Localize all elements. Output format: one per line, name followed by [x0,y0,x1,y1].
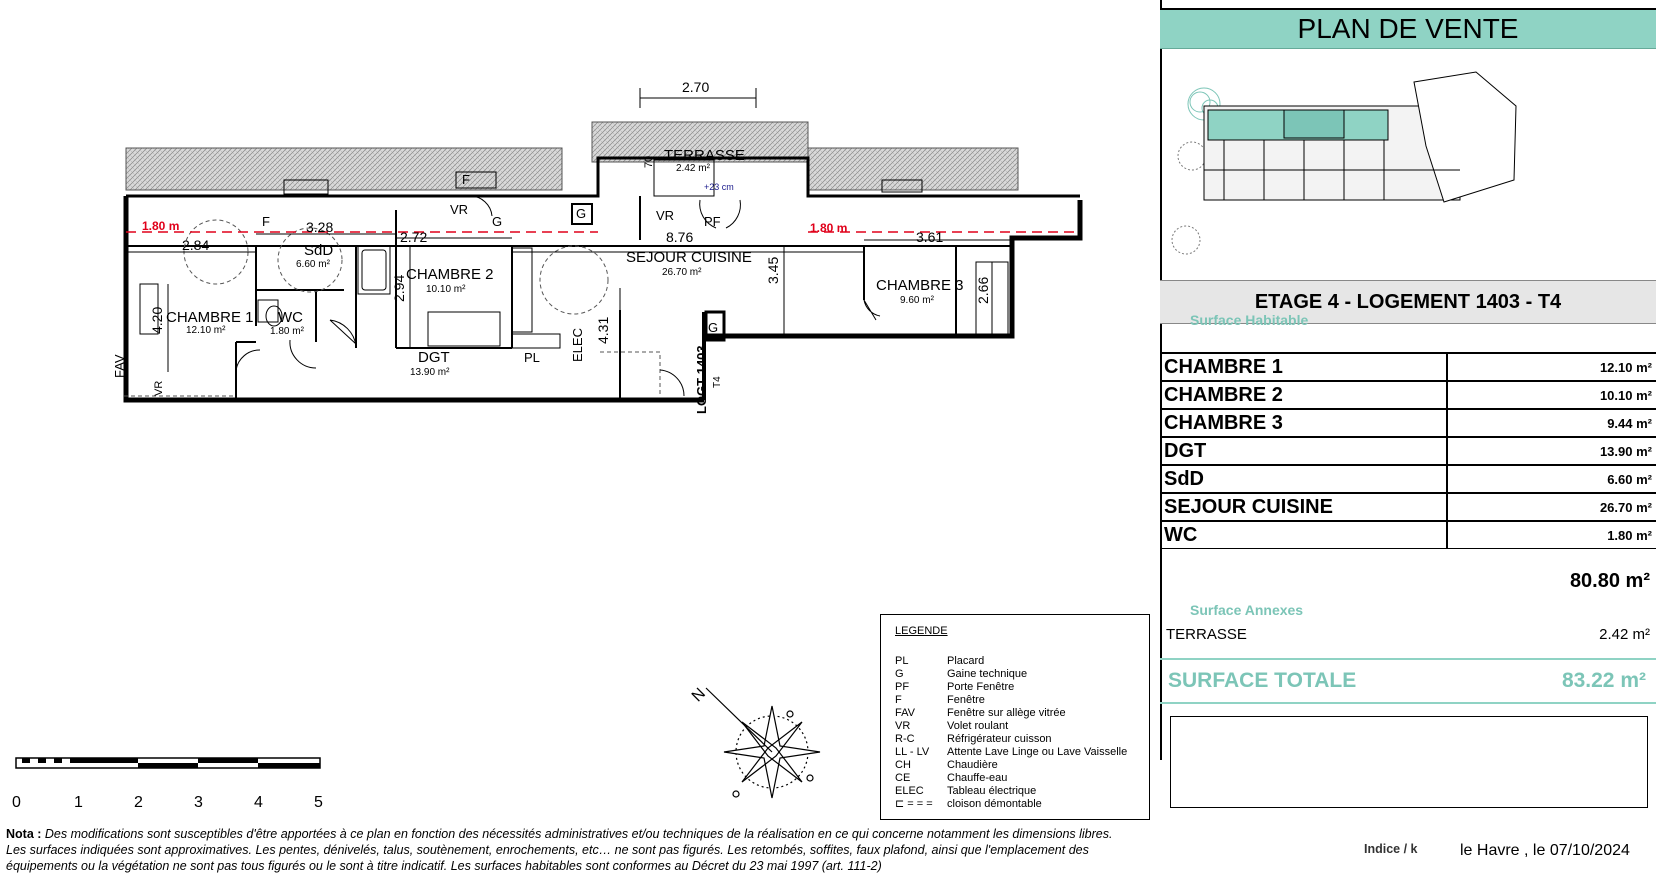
legend-desc: Chaudière [947,759,998,771]
code-vr-chambre1: VR [153,380,165,396]
sejour-area: 26.70 m² [662,267,702,278]
legend-code: CE [895,772,911,784]
room-area: 9.44 m² [1447,409,1656,437]
legend-desc: Attente Lave Linge ou Lave Vaisselle [947,746,1128,758]
note-line-3: équipements ou la végétation ne sont pas tous figurés ou le sont à titre indicatif. Les surfaces habitables sont conformes au Décret du 23 mai 1997 (art. 111-2) [6,859,882,873]
legend-desc: Chauffe-eau [947,772,1008,784]
dim-terrace-depth: 70 [643,155,655,168]
legend-code: ⊏ = = = [895,798,933,810]
legend-code: VR [895,720,911,732]
table-row [1160,493,1656,521]
room-area: 1.80 m² [1447,521,1656,549]
room-name: CHAMBRE 1 [1160,353,1447,381]
height-1-80-right: 1.80 m [810,221,848,235]
legend-item [895,798,1042,811]
note-line-2: Les surfaces indiquées sont approximatives. Les pentes, dénivelés, talus, soutènement, enrochements, etc… ne sont pas figurés. Les retombés, soffites, faux plafond, ainsi que l'emplacement des [6,843,1089,857]
panel-title: PLAN DE VENTE [1160,8,1656,49]
room-name: SdD [1160,465,1447,493]
code-f-sdd: F [262,214,270,229]
surface-annexes-label: Surface Annexes [1190,602,1304,618]
room-area: 26.70 m² [1447,493,1656,521]
terrasse-area: 2.42 m² [676,163,710,174]
legend-item [895,707,1066,720]
surface-totale-box [1160,658,1656,704]
logt-label: LOGT 1403 [694,345,709,414]
table-row [1160,437,1656,465]
scale-label: 0 [12,794,21,811]
scale-label: 2 [134,794,143,811]
room-name: CHAMBRE 3 [1160,409,1447,437]
room-area: 13.90 m² [1447,437,1656,465]
legend-code: PL [895,655,909,667]
dim-chambre2-depth: 2.94 [391,274,407,302]
chambre1-label: CHAMBRE 1 [166,309,254,326]
legend-code: G [895,668,904,680]
legend-code: FAV [895,707,915,719]
surface-totale-value: 83.22 m² [1561,669,1646,692]
legend [880,614,1150,820]
surface-habitable-total: 80.80 m² [1569,570,1650,592]
notes-box [1170,716,1648,808]
dim-sdd-width: 3.28 [306,219,334,235]
building-key-plan [1164,62,1654,282]
legend-code: ELEC [895,785,924,797]
code-g-terrace: G [576,206,587,221]
legend-desc: Placard [947,655,985,667]
room-name: WC [1160,521,1447,549]
dim-chambre1-width: 2.84 [182,237,210,253]
dim-entry-depth: 4.31 [595,316,611,344]
legend-desc: Gaine technique [947,668,1028,680]
scale-label: 3 [194,794,203,811]
sejour-label: SEJOUR CUISINE [626,249,752,266]
compass-north-label: N [688,685,710,706]
code-pl: PL [524,350,540,365]
code-f-chambre2: F [462,172,470,187]
surface-habitable-label: Surface Habitable [1190,312,1309,328]
table-row [1160,465,1656,493]
chambre3-area: 9.60 m² [900,295,934,306]
parapet-band-left [126,148,562,190]
compass-rose [706,688,820,798]
surface-table [1160,352,1656,549]
legend-desc: Réfrigérateur cuisson [947,733,1052,745]
code-g-entry: G [708,320,719,335]
sdd-label: SdD [304,242,334,259]
scale-label: 5 [314,794,323,811]
legend-code: PF [895,681,910,693]
dim-terrace-width: 2.70 [682,79,710,95]
room-name: DGT [1160,437,1447,465]
dim-chambre2-width: 2.72 [400,229,428,245]
legend-desc: Tableau électrique [947,785,1037,797]
room-name: CHAMBRE 2 [1160,381,1447,409]
wc-area: 1.80 m² [270,326,304,337]
wc-label: WC [278,309,303,326]
chambre1-area: 12.10 m² [186,325,226,336]
table-row [1160,521,1656,549]
room-area: 10.10 m² [1447,381,1656,409]
dim-sejour-depth: 3.45 [765,256,781,284]
scale-bar [16,758,320,768]
legend-item [895,733,1052,746]
dimension-lines [126,88,1012,400]
legend-item [895,655,984,668]
dgt-label: DGT [418,349,450,366]
dim-chambre1-depth: 4.20 [149,306,165,334]
legend-desc: Porte Fenêtre [947,681,1015,693]
parapet-band-right [808,148,1018,190]
legend-code: F [895,694,902,706]
chambre2-label: CHAMBRE 2 [406,266,494,283]
height-1-80-left: 1.80 m [142,219,180,233]
code-pf-sejour: PF [704,214,721,229]
legend-item [895,772,1007,785]
legend-code: CH [895,759,911,771]
room-area: 12.10 m² [1447,353,1656,381]
logt-type: T4 [712,376,723,388]
room-name: SEJOUR CUISINE [1160,493,1447,521]
dim-chambre3-width: 3.61 [916,229,944,245]
code-vr-chambre2: VR [450,202,469,217]
indice-label: Indice / k [1364,842,1418,856]
step-height-label: +23 cm [704,182,734,192]
code-vr-sejour: VR [656,208,675,223]
code-g-chambre2: G [492,214,503,229]
legend-item [895,746,1127,759]
room-area: 6.60 m² [1447,465,1656,493]
footer-note [6,826,1306,874]
table-row [1160,409,1656,437]
chambre2-area: 10.10 m² [426,284,466,295]
legend-item [895,694,985,707]
legend-item [895,720,1008,733]
code-elec: ELEC [570,328,585,362]
sdd-area: 6.60 m² [296,259,330,270]
unit-title: ETAGE 4 - LOGEMENT 1403 - T4 [1160,280,1656,324]
place-date: le Havre , le 07/10/2024 [1460,842,1630,859]
legend-desc: Volet roulant [947,720,1009,732]
surface-totale-label: SURFACE TOTALE [1168,669,1357,692]
inner-walls [126,210,1012,400]
legend-title: LEGENDE [895,625,948,637]
note-line-1: Des modifications sont susceptibles d'être apportées à ce plan en fonction des nécessités administratives et/ou techniques de la réalisation en ce qui concerne notamment les dimensions libres. [41,827,1113,841]
scale-label: 4 [254,794,263,811]
legend-code: LL - LV [895,746,930,758]
dgt-area: 13.90 m² [410,367,450,378]
dim-chambre3-depth: 2.66 [975,276,991,304]
annex-area: 2.42 m² [1599,626,1650,643]
legend-item [895,668,1027,681]
legend-desc: cloison démontable [947,798,1042,810]
code-fav: FAV [112,354,127,378]
legend-item [895,759,998,772]
table-row [1160,353,1656,381]
legend-item [895,785,1036,798]
building-outline [1204,72,1516,202]
legend-desc: Fenêtre [947,694,985,706]
dim-sejour-width: 8.76 [666,229,694,245]
chambre3-label: CHAMBRE 3 [876,277,964,294]
table-row [1160,381,1656,409]
legend-item [895,681,1014,694]
scale-label: 1 [74,794,83,811]
note-label: Nota : [6,827,42,841]
legend-desc: Fenêtre sur allège vitrée [947,707,1066,719]
legend-code: R-C [895,733,915,745]
annex-name: TERRASSE [1166,626,1247,643]
terrasse-label: TERRASSE [664,147,745,164]
